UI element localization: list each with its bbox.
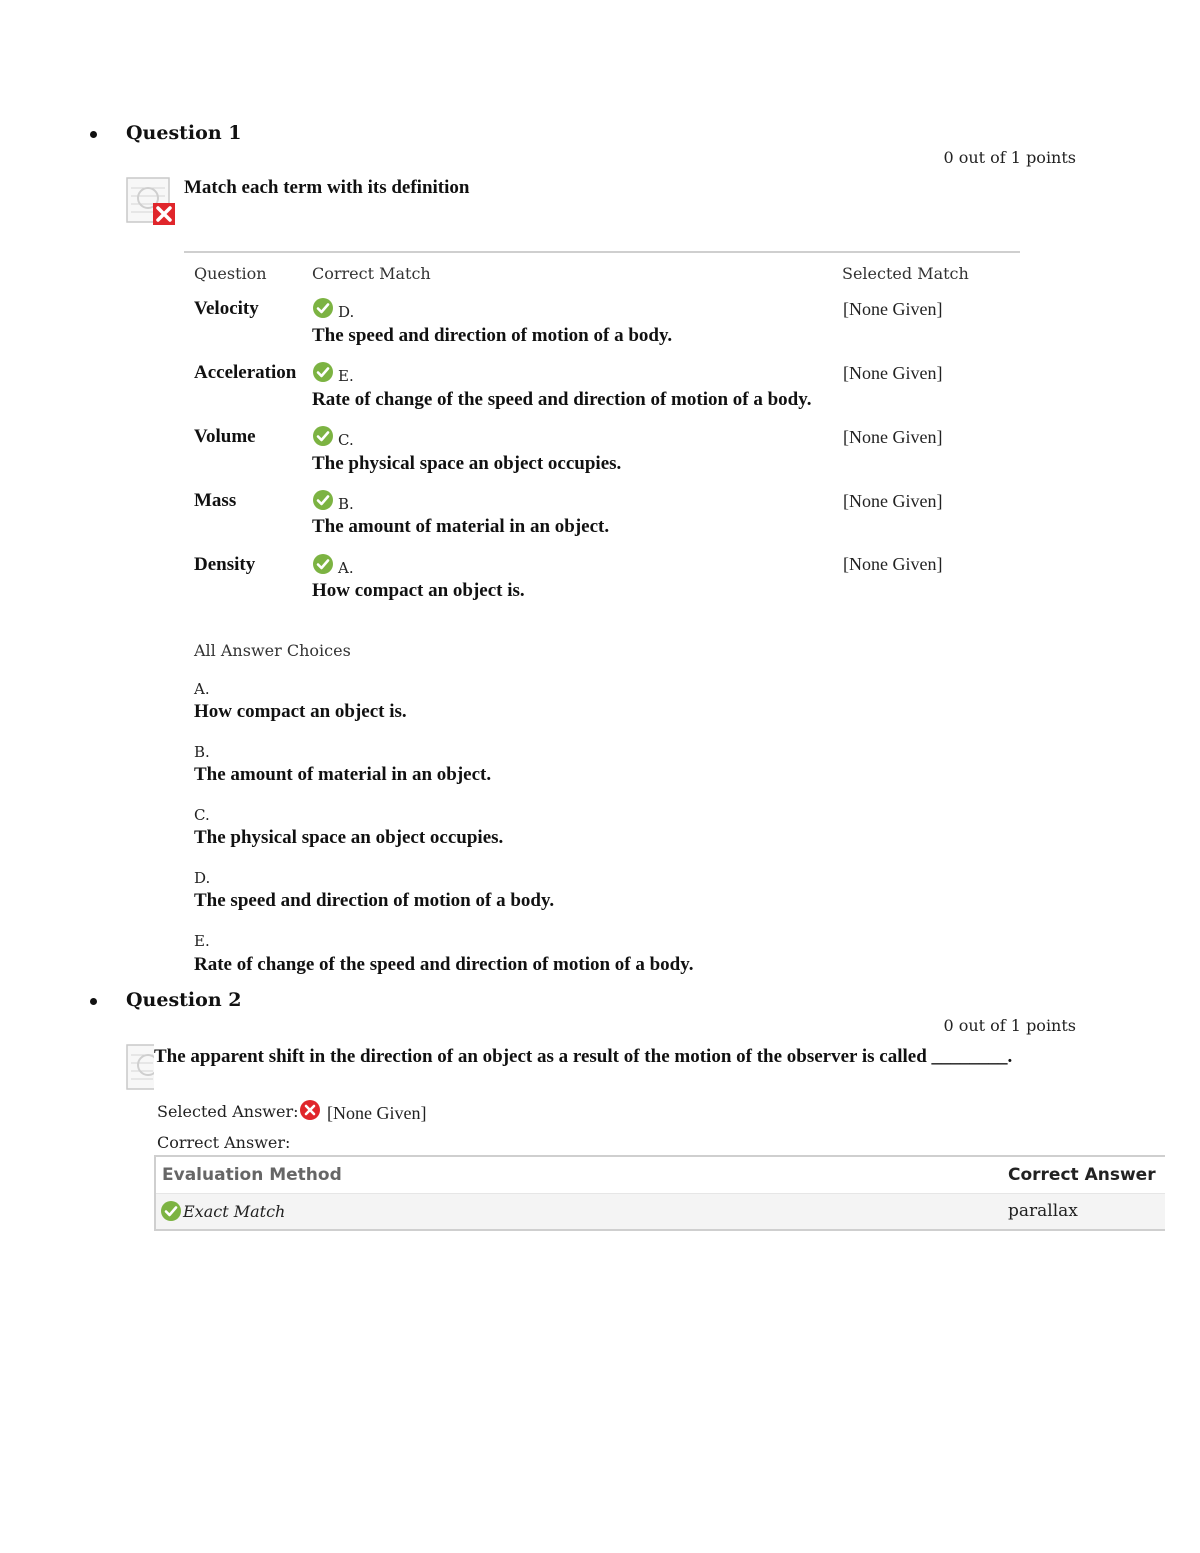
match-term: Acceleration (194, 362, 297, 383)
correct-check-icon (313, 362, 333, 382)
correct-check-icon (313, 554, 333, 574)
match-definition: The amount of material in an object. (312, 516, 610, 537)
list-bullet (90, 131, 97, 138)
choice-letter: E. (194, 932, 210, 950)
question-1-points: 0 out of 1 points (943, 148, 1076, 167)
selected-match: [None Given] (843, 299, 943, 319)
list-bullet (90, 998, 97, 1005)
match-term: Mass (194, 490, 237, 511)
match-letter: B. (338, 495, 354, 513)
correct-check-icon (313, 426, 333, 446)
match-definition: Rate of change of the speed and direction of motion of a body. (312, 389, 812, 410)
match-term: Density (194, 554, 256, 575)
choice-text: The amount of material in an object. (194, 764, 492, 785)
choice-letter: D. (194, 869, 211, 887)
match-letter: C. (338, 431, 354, 449)
choice-text: Rate of change of the speed and direction of motion of a body. (194, 954, 694, 975)
header-evaluation-method: Evaluation Method (162, 1165, 342, 1185)
header-selected-match: Selected Match (842, 264, 969, 283)
question-2-points: 0 out of 1 points (943, 1016, 1076, 1035)
incorrect-question-icon (126, 176, 176, 226)
match-definition: The physical space an object occupies. (312, 453, 622, 474)
choice-text: How compact an object is. (194, 701, 407, 722)
table-header-row (156, 1157, 1165, 1194)
match-term: Velocity (194, 298, 259, 319)
all-answer-choices-label: All Answer Choices (194, 641, 351, 660)
selected-answer-label: Selected Answer: (157, 1102, 299, 1121)
selected-answer-value: [None Given] (327, 1103, 427, 1123)
selected-match: [None Given] (843, 427, 943, 447)
header-correct-match: Correct Match (312, 264, 431, 283)
match-letter: E. (338, 367, 354, 385)
choice-letter: A. (194, 680, 210, 698)
correct-check-icon (313, 490, 333, 510)
match-letter: D. (338, 303, 355, 321)
question-2-title: Question 2 (126, 989, 242, 1011)
match-term: Volume (194, 426, 256, 447)
match-definition: How compact an object is. (312, 580, 525, 601)
header-question: Question (194, 264, 267, 283)
incorrect-x-icon (300, 1100, 320, 1120)
correct-answer-value: parallax (1008, 1201, 1078, 1221)
choice-text: The physical space an object occupies. (194, 827, 504, 848)
question-2-prompt: The apparent shift in the direction of an object as a result of the motion of the observer is called ________. (154, 1046, 1013, 1067)
question-1-prompt: Match each term with its definition (184, 177, 470, 198)
selected-match: [None Given] (843, 363, 943, 383)
correct-check-icon (161, 1201, 181, 1221)
question-1-title: Question 1 (126, 122, 242, 144)
table-row (156, 1194, 1165, 1229)
selected-match: [None Given] (843, 554, 943, 574)
header-correct-answer: Correct Answer (1008, 1165, 1156, 1185)
correct-answer-table (154, 1155, 1165, 1231)
choice-letter: B. (194, 743, 210, 761)
evaluation-method-value: Exact Match (183, 1202, 286, 1221)
correct-answer-label: Correct Answer: (157, 1133, 291, 1152)
table-top-rule (184, 251, 1020, 253)
choice-text: The speed and direction of motion of a body. (194, 890, 555, 911)
selected-match: [None Given] (843, 491, 943, 511)
question-icon (126, 1043, 154, 1093)
match-letter: A. (338, 559, 354, 577)
match-definition: The speed and direction of motion of a body. (312, 325, 673, 346)
correct-check-icon (313, 298, 333, 318)
choice-letter: C. (194, 806, 210, 824)
